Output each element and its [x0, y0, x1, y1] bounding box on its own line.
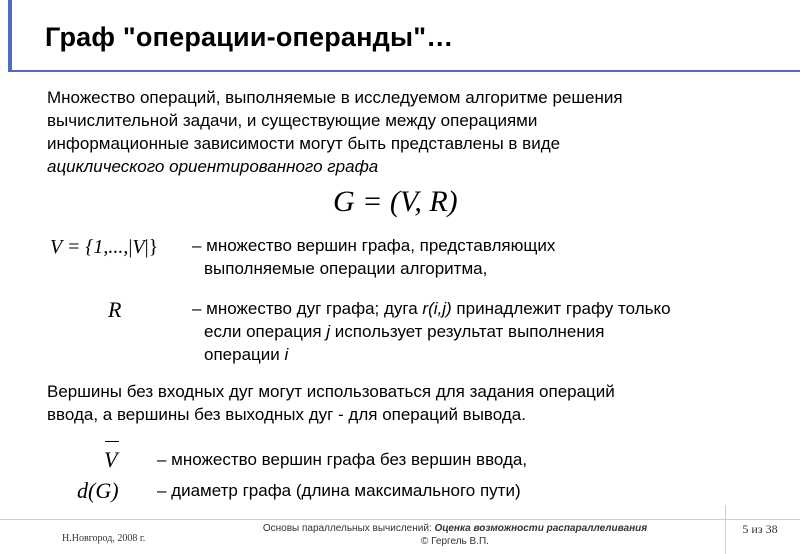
vertex-set-definition — [192, 234, 555, 280]
arc-def-line-2-it: j — [326, 322, 331, 341]
footer-location: Н.Новгород, 2008 г. — [62, 533, 146, 544]
arc-def-line-2-a: если операция — [204, 322, 327, 341]
vertex-def-line-2: выполняемые операции алгоритма, — [204, 259, 488, 278]
arc-def-line-3-it: i — [284, 345, 289, 364]
vbar-symbol: V — [104, 447, 118, 472]
diameter-definition: – диаметр графа (длина максимального пути) — [157, 481, 521, 500]
footer-course-line-1 — [235, 522, 675, 535]
footer-course-name: Основы параллельных вычислений: — [262, 523, 435, 534]
vertex-set-var: V — [132, 236, 145, 258]
arc-def-line-1-b: принадлежит графу только — [451, 299, 671, 318]
arc-def-line-1 — [192, 297, 671, 320]
vbar-overline — [105, 441, 119, 442]
intro-line-3: информационные зависимости могут быть представлены в виде — [47, 134, 561, 153]
graph-formula — [333, 185, 458, 219]
arc-def-line-1-it: r(i,j) — [422, 299, 452, 318]
arc-def-line-3 — [192, 343, 671, 366]
arc-set-definition — [192, 297, 671, 366]
vertex-def-line-1: – множество вершин графа, представляющих — [192, 236, 556, 255]
arc-def-line-2-b: использует результат выполнения — [330, 322, 605, 341]
slide-title: Граф "операции-операнды"… — [45, 22, 454, 52]
vertex-set-bar-close: | — [144, 236, 149, 258]
diameter-formula: d(G) — [77, 478, 119, 503]
intro-line-4: ациклического ориентированного графа — [47, 157, 379, 176]
arc-def-line-3-a: операции — [204, 345, 285, 364]
footer-course — [235, 522, 675, 548]
vbar-definition: – множество вершин графа без вершин ввода, — [157, 450, 528, 469]
intro-line-2: вычислительной задачи, и существующие между операциями — [47, 111, 538, 130]
vertex-set-left: V = {1,..., — [50, 236, 129, 258]
vertex-set-bar-open: | — [128, 236, 133, 258]
footer-author: © Гергель В.П. — [421, 536, 489, 547]
graph-formula-text: G = (V, R) — [333, 185, 458, 218]
vertex-set-close: } — [148, 236, 159, 258]
arc-def-line-2 — [192, 320, 671, 343]
vertices-line-1: Вершины без входных дуг могут использоваться для задания операций — [47, 382, 615, 401]
vertex-set-formula — [50, 236, 158, 259]
vbar-formula — [104, 447, 117, 473]
footer-divider — [0, 519, 800, 520]
vertices-paragraph — [47, 380, 615, 426]
vertices-line-2: ввода, а вершины без выходных дуг - для операций вывода. — [47, 405, 526, 424]
intro-line-1: Множество операций, выполняемые в исследуемом алгоритме решения — [47, 88, 623, 107]
intro-paragraph — [47, 86, 623, 178]
arc-set-symbol: R — [108, 297, 122, 322]
page-number: 5 из 38 — [742, 522, 778, 536]
footer-topic: Оценка возможности распараллеливания — [434, 523, 648, 534]
arc-def-line-1-a: – множество дуг графа; дуга — [192, 299, 423, 318]
